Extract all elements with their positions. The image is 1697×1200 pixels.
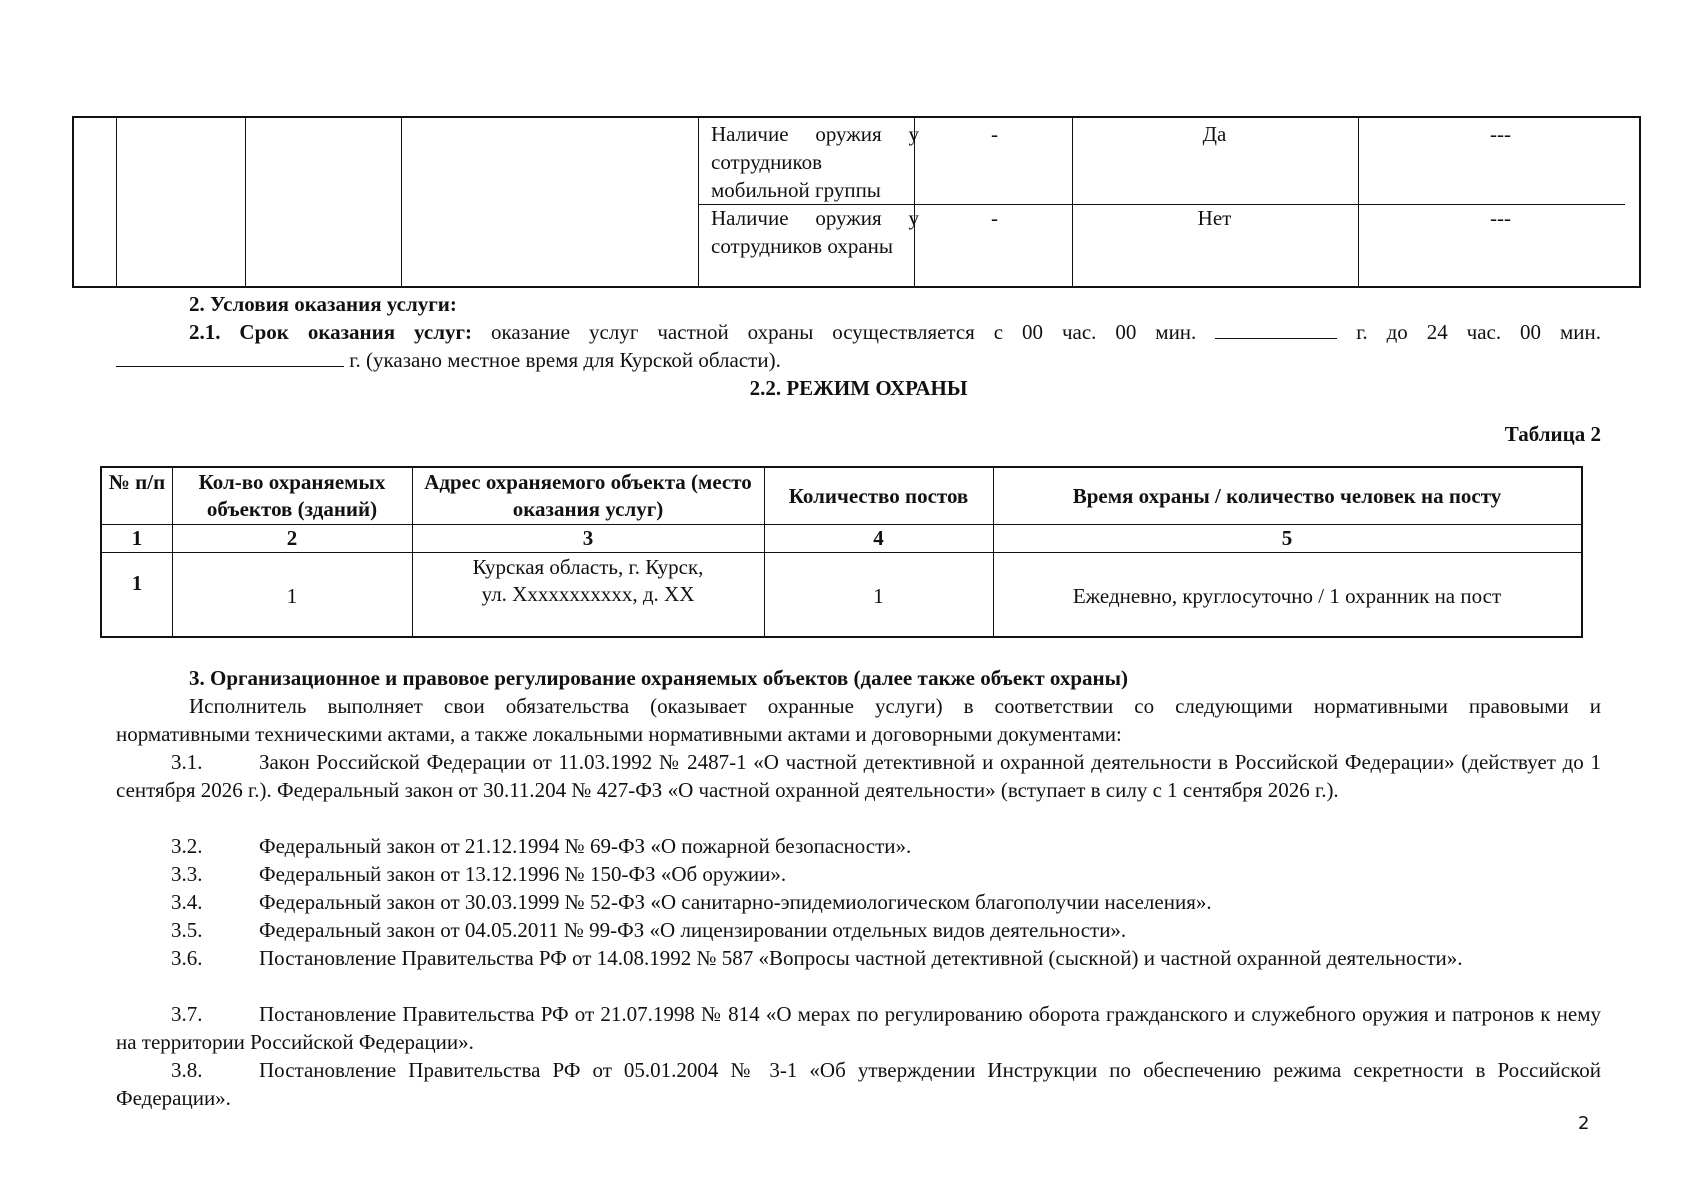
list-item (116, 888, 1601, 916)
header-cell: Время охраны / количество человек на посту (1072, 484, 1502, 508)
header-cell: № п/п (108, 470, 166, 494)
intro-line-1: Исполнитель выполняет свои обязательства (оказывает охранные услуги) в соответствии со следующими нормативными правовыми и (189, 694, 1601, 718)
address-line-1: Курская область, г. Курск, (472, 555, 704, 579)
list-item-number: 3.2. (171, 834, 203, 858)
list-item-number: 3.3. (171, 862, 203, 886)
table-cell-note: --- (1490, 122, 1511, 146)
table-divider (245, 118, 246, 286)
posts-count: 1 (873, 584, 884, 608)
list-item-text: Постановление Правительства РФ от 05.01.2004 № 3-1 «Об утверждении Инструкции по обеспечению режима секретности в Российской Федерации». (116, 1058, 1601, 1110)
list-item-number: 3.7. (171, 1002, 203, 1026)
term-line (189, 318, 1601, 346)
table-cell-value: Да (1202, 122, 1227, 146)
list-item (116, 1056, 1601, 1112)
term-text-c: г. (указано местное время для Курской области). (349, 348, 781, 372)
regime-heading: 2.2. РЕЖИМ ОХРАНЫ (749, 376, 968, 400)
table-divider (401, 118, 402, 286)
header-cell: Количество постов (788, 484, 969, 508)
term-line-2 (116, 346, 1601, 374)
list-item-number: 3.5. (171, 918, 203, 942)
table-caption: Таблица 2 (1504, 422, 1601, 446)
table-cell-note: --- (1490, 206, 1511, 230)
schedule: Ежедневно, круглосуточно / 1 охранник на пост (1072, 584, 1502, 608)
intro-line-2: нормативными техническими актами, а также локальными нормативными актами и договорными документами: (116, 722, 1122, 746)
list-item (116, 832, 1601, 860)
list-item-number: 3.6. (171, 946, 203, 970)
guard-regime-table (100, 466, 1583, 638)
column-number: 2 (286, 526, 298, 550)
equipment-table (72, 116, 1641, 288)
column-number: 1 (131, 526, 143, 550)
list-item-text: Постановление Правительства РФ от 21.07.1998 № 814 «О мерах по регулированию оборота гражданского и служебного оружия и патронов к нему на территории Российской Федерации». (116, 1002, 1601, 1054)
list-item-text: Федеральный закон от 21.12.1994 № 69-ФЗ «О пожарной безопасности». (259, 834, 912, 858)
table-cell-unit: - (991, 122, 998, 146)
table-divider (698, 118, 699, 286)
table-divider (116, 118, 117, 286)
list-item (116, 916, 1601, 944)
column-number: 3 (582, 526, 594, 550)
table-cell-name: Наличие оружия у сотрудников мобильной группы (711, 122, 919, 202)
list-item (116, 1000, 1601, 1056)
list-item-text: Федеральный закон от 13.12.1996 № 150-ФЗ «Об оружии». (259, 862, 787, 886)
address-line-2: ул. Xxxxxxxxxxx, д. XX (481, 582, 695, 606)
date-blank (116, 346, 344, 367)
date-blank (1215, 318, 1337, 339)
column-number: 5 (1281, 526, 1293, 550)
column-number: 4 (873, 526, 884, 550)
list-item-text: Федеральный закон от 04.05.2011 № 99-ФЗ «О лицензировании отдельных видов деятельности». (259, 918, 1127, 942)
list-item-number: 3.1. (171, 750, 203, 774)
table-cell-unit: - (991, 206, 998, 230)
list-item (116, 748, 1601, 804)
list-item-text: Федеральный закон от 30.03.1999 № 52-ФЗ «О санитарно-эпидемиологическом благополучии населения». (259, 890, 1212, 914)
table-cell-name: Наличие оружия у сотрудников охраны (711, 206, 919, 258)
list-item-number: 3.8. (171, 1058, 203, 1082)
objects-count: 1 (286, 584, 298, 608)
list-item (116, 860, 1601, 888)
term-label: 2.1. Срок оказания услуг: (189, 320, 473, 344)
list-item-text: Закон Российской Федерации от 11.03.1992 № 2487-1 «О частной детективной и охранной деятельности в Российской Федерации» (действует до 1 сентября 2026 г.). Федеральный закон от 30.11.204 № 427-ФЗ «О частной охранной деятельности» (вступает в силу с 1 сентября 2026 г.). (116, 750, 1601, 802)
list-item (116, 944, 1601, 972)
header-cell: Кол-во охраняемых объектов (зданий) (198, 470, 386, 521)
section-3-heading: 3. Организационное и правовое регулирование охраняемых объектов (далее также объект охраны) (189, 666, 1129, 690)
term-text-b: г. до 24 час. 00 мин. (1356, 320, 1602, 344)
row-number: 1 (131, 571, 143, 595)
term-text-a: оказание услуг частной охраны осуществляется с 00 час. 00 мин. (490, 320, 1197, 344)
table-cell-value: Нет (1197, 206, 1232, 230)
header-cell: Адрес охраняемого объекта (место оказания услуг) (424, 470, 752, 521)
page-number: 2 (1578, 1113, 1590, 1134)
list-item-number: 3.4. (171, 890, 203, 914)
table-divider (102, 552, 1581, 553)
section-2-heading: 2. Условия оказания услуги: (189, 292, 457, 316)
list-item-text: Постановление Правительства РФ от 14.08.1992 № 587 «Вопросы частной детективной (сыскной) и частной охранной деятельности». (259, 946, 1463, 970)
